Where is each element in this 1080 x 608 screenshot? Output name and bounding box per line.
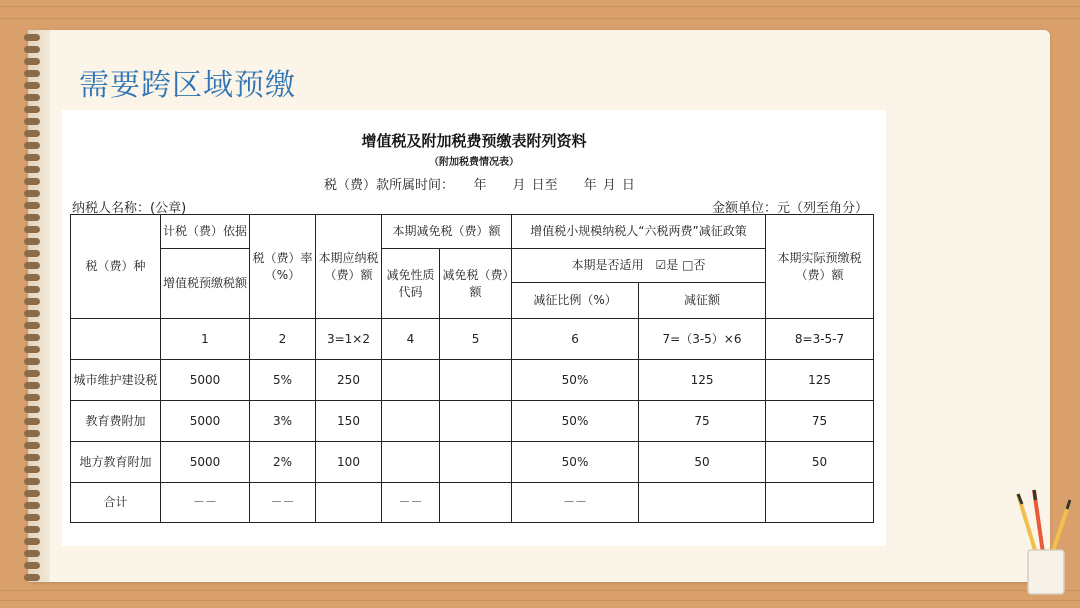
binding-ring (24, 454, 40, 461)
row-tax-name: 教育费附加 (71, 401, 161, 442)
row-exempt-code (382, 401, 440, 442)
row-ratio: 50% (512, 401, 639, 442)
header-basis-vat: 增值税预缴税额 (161, 249, 250, 319)
row-tax-name: 城市维护建设税 (71, 360, 161, 401)
binding-ring (24, 538, 40, 545)
row-exempt-code (382, 360, 440, 401)
binding-ring (24, 190, 40, 197)
binding-ring (24, 562, 40, 569)
header-policy-applicable: 本期是否适用 ☑是 □否 (512, 249, 766, 283)
taxpayer-name-label: 纳税人名称：(公章) (72, 201, 187, 216)
binding-ring (24, 238, 40, 245)
binding-ring (24, 502, 40, 509)
col-number: 5 (440, 319, 512, 360)
header-basis-group: 计税（费）依据 (161, 215, 250, 249)
form-period: 税（费）款所属时间： 年 月 日至 年 月 日 (324, 178, 635, 193)
binding-ring (24, 70, 40, 77)
row-rate: 2% (250, 442, 316, 483)
binding-ring (24, 34, 40, 41)
spiral-binding (24, 30, 42, 582)
header-rate: 税（费）率（%） (250, 215, 316, 319)
binding-ring (24, 382, 40, 389)
binding-ring (24, 322, 40, 329)
binding-ring (24, 274, 40, 281)
binding-ring (24, 106, 40, 113)
pencil-cup-icon (1004, 488, 1074, 598)
binding-ring (24, 46, 40, 53)
row-payable: 250 (316, 360, 382, 401)
col-number: 6 (512, 319, 639, 360)
amount-unit-label: 金额单位：元（列至角分） (711, 201, 868, 216)
table-row (71, 442, 874, 483)
total-ratio: －－ (512, 483, 639, 523)
row-tax-name: 地方教育附加 (71, 442, 161, 483)
header-exempt-group: 本期减免税（费）额 (382, 215, 512, 249)
binding-ring (24, 526, 40, 533)
col-number: 2 (250, 319, 316, 360)
row-basis: 5000 (161, 401, 250, 442)
binding-ring (24, 430, 40, 437)
row-payable: 150 (316, 401, 382, 442)
slide-title: 需要跨区域预缴 (79, 68, 296, 103)
row-reduction: 125 (639, 360, 766, 401)
form-title: 增值税及附加税费预缴表附列资料 (361, 132, 587, 150)
binding-ring (24, 574, 40, 581)
binding-ring (24, 466, 40, 473)
total-payable (316, 483, 382, 523)
binding-ring (24, 226, 40, 233)
binding-ring (24, 478, 40, 485)
total-exempt-amount (440, 483, 512, 523)
row-exempt-amount (440, 442, 512, 483)
total-basis: －－ (161, 483, 250, 523)
table-row (71, 401, 874, 442)
header-payable: 本期应纳税（费）额 (316, 215, 382, 319)
row-exempt-amount (440, 360, 512, 401)
binding-ring (24, 202, 40, 209)
binding-ring (24, 298, 40, 305)
header-tax-type: 税（费）种 (71, 215, 161, 319)
form-subtitle: （附加税费情况表） (429, 157, 519, 168)
row-ratio: 50% (512, 442, 639, 483)
tax-table (70, 214, 874, 523)
binding-ring (24, 358, 40, 365)
binding-ring (24, 118, 40, 125)
row-payable: 100 (316, 442, 382, 483)
binding-ring (24, 178, 40, 185)
row-reduction: 50 (639, 442, 766, 483)
binding-ring (24, 418, 40, 425)
header-actual: 本期实际预缴税（费）额 (766, 215, 874, 319)
header-exempt-amount: 减免税（费）额 (440, 249, 512, 319)
binding-ring (24, 370, 40, 377)
total-label: 合计 (71, 483, 161, 523)
row-actual: 50 (766, 442, 874, 483)
binding-ring (24, 550, 40, 557)
total-rate: －－ (250, 483, 316, 523)
binding-ring (24, 214, 40, 221)
binding-ring (24, 310, 40, 317)
binding-ring (24, 94, 40, 101)
binding-ring (24, 442, 40, 449)
binding-ring (24, 250, 40, 257)
binding-ring (24, 166, 40, 173)
col-number: 3=1×2 (316, 319, 382, 360)
row-basis: 5000 (161, 360, 250, 401)
header-policy-group: 增值税小规模纳税人“六税两费”减征政策 (512, 215, 766, 249)
header-exempt-code: 减免性质代码 (382, 249, 440, 319)
row-actual: 125 (766, 360, 874, 401)
binding-ring (24, 154, 40, 161)
row-reduction: 75 (639, 401, 766, 442)
binding-ring (24, 406, 40, 413)
row-exempt-amount (440, 401, 512, 442)
col-number: 7=（3-5）×6 (639, 319, 766, 360)
table-row (71, 360, 874, 401)
total-actual (766, 483, 874, 523)
total-reduction (639, 483, 766, 523)
row-ratio: 50% (512, 360, 639, 401)
tax-form-image (62, 110, 886, 546)
row-rate: 5% (250, 360, 316, 401)
binding-ring (24, 82, 40, 89)
col-number: 4 (382, 319, 440, 360)
binding-ring (24, 286, 40, 293)
binding-ring (24, 394, 40, 401)
binding-ring (24, 490, 40, 497)
binding-ring (24, 142, 40, 149)
col-number-blank (71, 319, 161, 360)
binding-ring (24, 58, 40, 65)
header-reduction-ratio: 减征比例（%） (512, 283, 639, 319)
binding-ring (24, 334, 40, 341)
row-exempt-code (382, 442, 440, 483)
header-reduction-amount: 减征额 (639, 283, 766, 319)
row-actual: 75 (766, 401, 874, 442)
col-number: 8=3-5-7 (766, 319, 874, 360)
binding-ring (24, 130, 40, 137)
binding-ring (24, 346, 40, 353)
row-basis: 5000 (161, 442, 250, 483)
col-number: 1 (161, 319, 250, 360)
binding-ring (24, 514, 40, 521)
total-code: －－ (382, 483, 440, 523)
row-rate: 3% (250, 401, 316, 442)
binding-ring (24, 262, 40, 269)
total-row (71, 483, 874, 523)
